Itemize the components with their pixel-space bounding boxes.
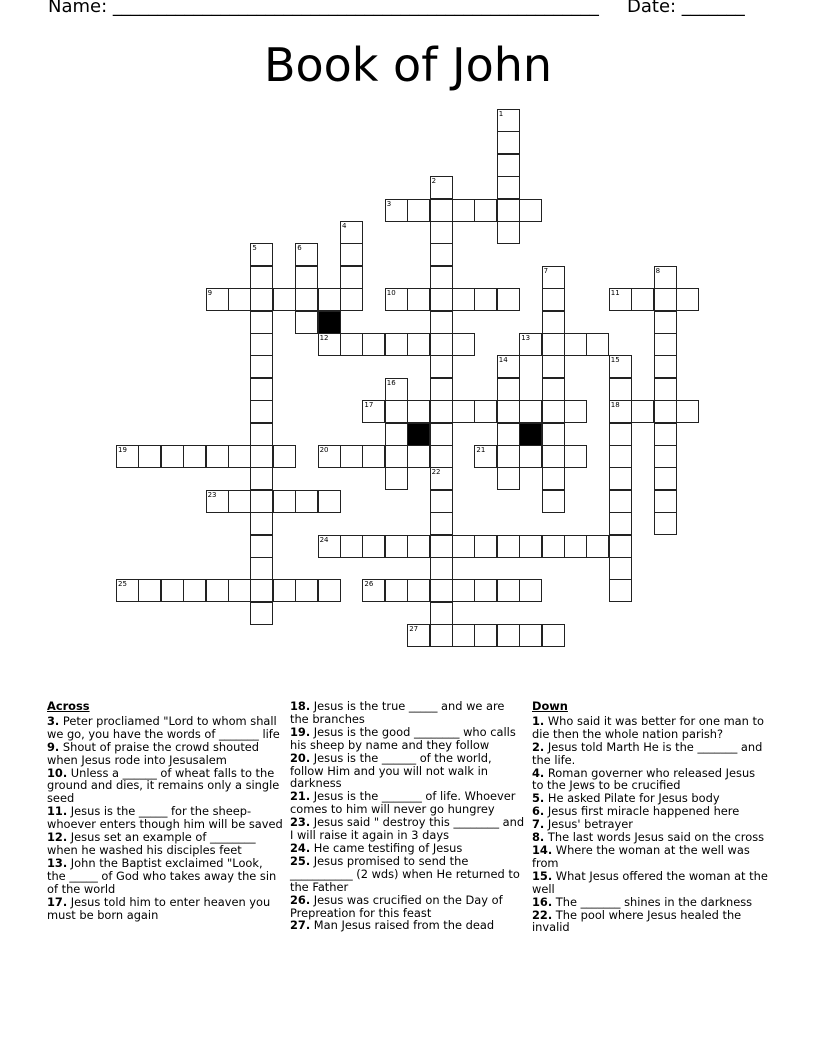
clue-number: 12 <box>319 334 329 342</box>
clue-item <box>290 726 526 752</box>
clue-item <box>532 715 768 741</box>
crossword-cell[interactable] <box>385 579 408 602</box>
crossword-cell[interactable] <box>228 445 251 468</box>
clue-number-label: 12. <box>47 830 68 845</box>
crossword-cell[interactable] <box>542 355 565 378</box>
clue-text: Jesus is the _______ of life. Whoever comes to him will never go hungrey <box>290 789 516 817</box>
crossword-cell[interactable] <box>497 176 520 199</box>
crossword-cell[interactable] <box>407 624 430 647</box>
crossword-cell[interactable] <box>430 557 453 580</box>
crossword-cell[interactable] <box>318 579 341 602</box>
crossword-cell[interactable] <box>407 400 430 423</box>
across-clues <box>47 700 283 921</box>
crossword-cell[interactable] <box>497 154 520 177</box>
crossword-cell[interactable] <box>138 579 161 602</box>
crossword-cell[interactable] <box>183 445 206 468</box>
clue-number-label: 11. <box>47 804 68 819</box>
clue-text: Peter procliamed "Lord to whom shall we go, you have the words of _______ life <box>47 713 280 741</box>
clue-number-label: 2. <box>532 739 545 754</box>
crossword-cell[interactable] <box>385 333 408 356</box>
crossword-cell[interactable] <box>430 311 453 334</box>
crossword-cell[interactable] <box>564 400 587 423</box>
clue-item <box>290 855 526 894</box>
crossword-cell[interactable] <box>497 199 520 222</box>
clue-number-label: 25. <box>290 853 311 868</box>
clue-number: 11 <box>610 289 620 298</box>
crossword-cell[interactable] <box>497 579 520 602</box>
crossword-cell[interactable] <box>250 266 273 289</box>
clue-item <box>290 919 526 932</box>
across-heading: Across <box>47 699 90 713</box>
crossword-cell[interactable] <box>250 557 273 580</box>
crossword-cell[interactable] <box>654 355 677 378</box>
clue-number-label: 24. <box>290 840 311 855</box>
crossword-cell[interactable] <box>542 288 565 311</box>
clue-number: 24 <box>319 535 329 544</box>
clue-text: Roman governer who released Jesus to the Jews to be crucified <box>532 765 756 793</box>
crossword-cell[interactable] <box>519 199 542 222</box>
crossword-cell[interactable] <box>474 288 497 311</box>
crossword-cell[interactable] <box>250 512 273 535</box>
clue-number: 25 <box>118 580 127 589</box>
down-clues <box>532 700 768 934</box>
crossword-cell[interactable] <box>452 535 475 558</box>
clue-item <box>532 741 768 767</box>
clue-item <box>290 752 526 791</box>
clue-text: Unless a ______ of wheat falls to the ground and dies, it remains only a single seed <box>47 765 280 806</box>
clue-number: 21 <box>476 446 486 454</box>
clue-number-label: 1. <box>532 713 545 728</box>
crossword-cell[interactable] <box>385 199 408 222</box>
clue-number: 8 <box>655 266 661 275</box>
crossword-cell[interactable] <box>609 579 632 602</box>
clue-number-label: 27. <box>290 918 311 933</box>
clue-number: 7 <box>543 266 549 275</box>
crossword-cell[interactable] <box>519 624 542 647</box>
crossword-cell[interactable] <box>609 535 632 558</box>
clue-number: 26 <box>364 580 374 589</box>
crossword-cell[interactable] <box>340 266 363 289</box>
crossword-cell[interactable] <box>430 624 453 647</box>
crossword-cell[interactable] <box>161 579 184 602</box>
crossword-cell[interactable] <box>362 535 385 558</box>
crossword-cell[interactable] <box>474 199 497 222</box>
crossword-cell[interactable] <box>430 445 453 468</box>
crossword-cell[interactable] <box>452 400 475 423</box>
crossword-cell[interactable] <box>116 445 139 468</box>
crossword-cell[interactable] <box>407 199 430 222</box>
crossword-cell[interactable] <box>654 288 677 311</box>
clue-number: 19 <box>118 446 127 454</box>
crossword-cell[interactable] <box>430 333 453 356</box>
crossword-cell[interactable] <box>609 378 632 401</box>
crossword-cell[interactable] <box>407 333 430 356</box>
clue-text: Jesus promised to send the ___________ (2 wds) when He returned to the Father <box>290 853 520 894</box>
clue-text: The pool where Jesus healed the invalid <box>532 907 742 935</box>
clue-text: Jesus is the _____ for the sheep-whoever enters though him will be saved <box>47 804 283 832</box>
crossword-cell[interactable] <box>497 445 520 468</box>
crossword-cell[interactable] <box>430 243 453 266</box>
crossword-cell[interactable] <box>654 311 677 334</box>
crossword-cell[interactable] <box>542 266 565 289</box>
crossword-cell[interactable] <box>542 378 565 401</box>
clue-text: Who said it was better for one man to die then the whole nation parish? <box>532 713 764 741</box>
crossword-cell[interactable] <box>542 333 565 356</box>
clue-number: 22 <box>431 468 441 477</box>
crossword-cell[interactable] <box>497 288 520 311</box>
crossword-cell[interactable] <box>676 288 699 311</box>
crossword-cell[interactable] <box>430 512 453 535</box>
crossword-cell[interactable] <box>430 288 453 311</box>
crossword-cell[interactable] <box>385 378 408 401</box>
clue-number-label: 17. <box>47 894 68 909</box>
clue-number-label: 21. <box>290 789 311 804</box>
clue-number: 2 <box>431 177 437 186</box>
crossword-cell[interactable] <box>430 535 453 558</box>
crossword-cell[interactable] <box>564 535 587 558</box>
crossword-cell[interactable] <box>497 467 520 490</box>
crossword-cell[interactable] <box>519 333 542 356</box>
crossword-cell[interactable] <box>206 445 229 468</box>
clue-number-label: 9. <box>47 739 60 754</box>
crossword-cell[interactable] <box>609 288 632 311</box>
clue-number: 4 <box>342 222 347 230</box>
clue-number: 13 <box>521 334 531 342</box>
clue-text: The last words Jesus said on the cross <box>544 830 765 845</box>
clue-item <box>47 767 283 806</box>
name-label: Name: ______________________________________________________ <box>48 0 599 17</box>
clue-item <box>290 700 526 726</box>
crossword-cell[interactable] <box>340 445 363 468</box>
clue-number-label: 23. <box>290 815 311 830</box>
crossword-cell[interactable] <box>250 602 273 625</box>
clue-item <box>47 805 283 831</box>
clue-item <box>532 844 768 870</box>
clue-number: 20 <box>319 446 329 454</box>
clue-text: Jesus is the true _____ and we are the branches <box>290 699 505 726</box>
clue-number-label: 18. <box>290 699 311 713</box>
clue-number-label: 14. <box>532 842 553 857</box>
clue-number-label: 13. <box>47 855 68 870</box>
crossword-cell[interactable] <box>519 535 542 558</box>
crossword-cell[interactable] <box>385 423 408 446</box>
crossword-cell[interactable] <box>654 423 677 446</box>
clue-text: Jesus is the ______ of the world, follow Him and you will not walk in darkness <box>290 750 492 791</box>
crossword-cell[interactable] <box>340 243 363 266</box>
crossword-cell[interactable] <box>474 579 497 602</box>
clue-text: The _______ shines in the darkness <box>552 894 753 909</box>
crossword-cell[interactable] <box>497 221 520 244</box>
clue-number-label: 19. <box>290 724 311 739</box>
page-title: Book of John <box>263 38 553 92</box>
crossword-cell[interactable] <box>250 400 273 423</box>
crossword-cell[interactable] <box>542 445 565 468</box>
crossword-cell[interactable] <box>362 579 385 602</box>
crossword-cell[interactable] <box>385 445 408 468</box>
clue-number-label: 8. <box>532 830 545 845</box>
crossword-cell[interactable] <box>474 535 497 558</box>
crossword-cell[interactable] <box>654 378 677 401</box>
crossword-cell[interactable] <box>206 490 229 513</box>
clue-number: 3 <box>386 199 392 208</box>
crossword-cell[interactable] <box>497 378 520 401</box>
crossword-cell[interactable] <box>430 400 453 423</box>
clue-number-label: 15. <box>532 868 553 883</box>
crossword-cell[interactable] <box>497 535 520 558</box>
crossword-cell[interactable] <box>654 445 677 468</box>
crossword-cell[interactable] <box>497 131 520 154</box>
crossword-cell[interactable] <box>318 490 341 513</box>
crossword-cell[interactable] <box>116 579 139 602</box>
crossword-cell[interactable] <box>474 400 497 423</box>
date-label: Date: _______ <box>627 0 745 17</box>
clue-text: Man Jesus raised from the dead <box>310 918 495 933</box>
crossword-cell[interactable] <box>564 445 587 468</box>
clue-item <box>47 896 283 922</box>
crossword-cell[interactable] <box>474 624 497 647</box>
clue-text: Shout of praise the crowd shouted when Jesus rode into Jesusalem <box>47 739 260 767</box>
crossword-cell[interactable] <box>206 288 229 311</box>
crossword-cell[interactable] <box>542 467 565 490</box>
crossword-cell[interactable] <box>250 378 273 401</box>
clue-item <box>290 894 526 920</box>
crossword-cell[interactable] <box>318 333 341 356</box>
crossword-cell[interactable] <box>295 311 318 334</box>
down-heading: Down <box>532 699 568 713</box>
clue-item <box>532 767 768 793</box>
clue-text: Jesus told him to enter heaven you must be born again <box>47 894 271 922</box>
crossword-cell[interactable] <box>676 400 699 423</box>
clue-number: 15 <box>610 356 620 365</box>
crossword-cell[interactable] <box>542 423 565 446</box>
crossword-cell[interactable] <box>250 445 273 468</box>
crossword-cell[interactable] <box>385 288 408 311</box>
across-clues-continued <box>290 700 526 932</box>
crossword-cell[interactable] <box>654 467 677 490</box>
clue-item <box>290 790 526 816</box>
crossword-cell[interactable] <box>654 400 677 423</box>
clue-item <box>47 741 283 767</box>
crossword-cell[interactable] <box>250 535 273 558</box>
crossword-cell[interactable] <box>452 333 475 356</box>
crossword-cell[interactable] <box>340 221 363 244</box>
crossword-cell[interactable] <box>295 288 318 311</box>
crossword-cell[interactable] <box>609 445 632 468</box>
crossword-cell[interactable] <box>430 467 453 490</box>
crossword-cell[interactable] <box>430 378 453 401</box>
crossword-cell[interactable] <box>542 490 565 513</box>
clue-item <box>47 831 283 857</box>
crossword-cell[interactable] <box>519 445 542 468</box>
crossword-cell[interactable] <box>161 445 184 468</box>
crossword-cell[interactable] <box>654 512 677 535</box>
crossword-cell[interactable] <box>385 535 408 558</box>
clue-number: 14 <box>498 356 508 365</box>
clue-number: 1 <box>498 110 504 118</box>
crossword-cell[interactable] <box>497 400 520 423</box>
crossword-cell[interactable] <box>609 400 632 423</box>
clue-item <box>532 909 768 935</box>
clue-number-label: 3. <box>47 713 60 728</box>
crossword-cell[interactable] <box>609 423 632 446</box>
crossword-cell[interactable] <box>340 288 363 311</box>
black-square <box>318 311 341 334</box>
crossword-cell[interactable] <box>564 333 587 356</box>
crossword-cell[interactable] <box>452 288 475 311</box>
clue-item <box>290 816 526 842</box>
crossword-cell[interactable] <box>250 579 273 602</box>
crossword-cell[interactable] <box>497 109 520 132</box>
crossword-cell[interactable] <box>362 400 385 423</box>
crossword-cell[interactable] <box>250 311 273 334</box>
crossword-cell[interactable] <box>273 579 296 602</box>
crossword-cell[interactable] <box>273 445 296 468</box>
crossword-cell[interactable] <box>228 490 251 513</box>
clue-text: John the Baptist exclaimed "Look, the _____ of God who takes away the sin of the world <box>47 855 277 896</box>
crossword-cell[interactable] <box>609 355 632 378</box>
crossword-cell[interactable] <box>497 355 520 378</box>
crossword-cell[interactable] <box>340 535 363 558</box>
black-square <box>407 423 430 446</box>
clue-text: He asked Pilate for Jesus body <box>544 791 720 806</box>
clue-number-label: 6. <box>532 804 545 819</box>
clue-number-label: 4. <box>532 765 545 780</box>
clue-number: 27 <box>409 625 419 634</box>
crossword-cell[interactable] <box>295 490 318 513</box>
crossword-cell[interactable] <box>497 423 520 446</box>
clue-text: Jesus set an example of ________ when he washed his disciples feet <box>47 830 256 857</box>
clue-text: Where the woman at the well was from <box>532 842 750 870</box>
clue-text: Jesus was crucified on the Day of Prepreation for this feast <box>290 892 503 920</box>
crossword-cell[interactable] <box>250 243 273 266</box>
crossword-cell[interactable] <box>542 400 565 423</box>
clue-item <box>47 857 283 896</box>
crossword-cell[interactable] <box>407 288 430 311</box>
crossword-cell[interactable] <box>250 355 273 378</box>
crossword-cell[interactable] <box>250 423 273 446</box>
crossword-cell[interactable] <box>430 579 453 602</box>
black-square <box>519 423 542 446</box>
crossword-cell[interactable] <box>250 333 273 356</box>
crossword-cell[interactable] <box>273 288 296 311</box>
clue-item <box>47 715 283 741</box>
clue-number-label: 5. <box>532 791 545 806</box>
crossword-cell[interactable] <box>250 490 273 513</box>
crossword-cell[interactable] <box>362 333 385 356</box>
crossword-cell[interactable] <box>609 557 632 580</box>
clue-text: What Jesus offered the woman at the well <box>532 868 768 896</box>
crossword-cell[interactable] <box>430 602 453 625</box>
clue-text: He came testifing of Jesus <box>310 840 463 855</box>
clue-number: 17 <box>364 401 374 410</box>
crossword-cell[interactable] <box>340 333 363 356</box>
clue-number-label: 7. <box>532 817 545 832</box>
crossword-cell[interactable] <box>586 535 609 558</box>
crossword-cell[interactable] <box>295 579 318 602</box>
crossword-cell[interactable] <box>407 535 430 558</box>
crossword-cell[interactable] <box>407 579 430 602</box>
crossword-cell[interactable] <box>362 445 385 468</box>
clue-text: Jesus is the good ________ who calls his sheep by name and they follow <box>290 724 516 752</box>
clue-number: 18 <box>610 401 620 410</box>
crossword-cell[interactable] <box>631 288 654 311</box>
crossword-cell[interactable] <box>318 535 341 558</box>
crossword-cell[interactable] <box>295 243 318 266</box>
crossword-cell[interactable] <box>542 624 565 647</box>
crossword-cell[interactable] <box>430 176 453 199</box>
crossword-cell[interactable] <box>654 266 677 289</box>
clue-text: Jesus said " destroy this ________ and I will raise it again in 3 days <box>290 815 525 843</box>
clue-text: Jesus first miracle happened here <box>544 804 740 819</box>
crossword-cell[interactable] <box>654 333 677 356</box>
clue-number: 9 <box>207 289 213 298</box>
crossword-cell[interactable] <box>452 579 475 602</box>
crossword-cell[interactable] <box>430 423 453 446</box>
clue-number-label: 16. <box>532 894 553 909</box>
crossword-cell[interactable] <box>295 266 318 289</box>
crossword-cell[interactable] <box>228 288 251 311</box>
clue-number: 23 <box>207 490 217 499</box>
crossword-cell[interactable] <box>430 490 453 513</box>
crossword-cell[interactable] <box>609 490 632 513</box>
crossword-cell[interactable] <box>318 445 341 468</box>
crossword-cell[interactable] <box>609 467 632 490</box>
crossword-cell[interactable] <box>474 445 497 468</box>
clue-item <box>532 870 768 896</box>
crossword-cell[interactable] <box>183 579 206 602</box>
crossword-cell[interactable] <box>250 288 273 311</box>
crossword-cell[interactable] <box>430 266 453 289</box>
crossword-cell[interactable] <box>609 512 632 535</box>
clue-text: Jesus' betrayer <box>544 817 633 832</box>
crossword-cell[interactable] <box>452 624 475 647</box>
clue-number: 16 <box>386 378 396 387</box>
crossword-cell[interactable] <box>138 445 161 468</box>
crossword-cell[interactable] <box>519 579 542 602</box>
crossword-cell[interactable] <box>497 624 520 647</box>
clue-number-label: 20. <box>290 750 311 765</box>
crossword-cell[interactable] <box>586 333 609 356</box>
crossword-cell[interactable] <box>385 467 408 490</box>
clue-number: 6 <box>297 244 302 253</box>
crossword-cell[interactable] <box>452 199 475 222</box>
crossword-cell[interactable] <box>519 400 542 423</box>
crossword-cell[interactable] <box>430 199 453 222</box>
crossword-cell[interactable] <box>206 579 229 602</box>
clue-text: Jesus told Marth He is the _______ and the life. <box>532 739 763 767</box>
crossword-cell[interactable] <box>273 490 296 513</box>
crossword-cell[interactable] <box>542 311 565 334</box>
crossword-cell[interactable] <box>407 445 430 468</box>
clue-number-label: 26. <box>290 892 311 907</box>
clue-number-label: 22. <box>532 907 553 922</box>
clue-number: 5 <box>252 244 257 253</box>
crossword-cell[interactable] <box>318 288 341 311</box>
crossword-cell[interactable] <box>385 400 408 423</box>
crossword-cell[interactable] <box>631 400 654 423</box>
crossword-cell[interactable] <box>430 221 453 244</box>
crossword-cell[interactable] <box>430 355 453 378</box>
crossword-cell[interactable] <box>228 579 251 602</box>
clue-number: 10 <box>386 289 396 298</box>
crossword-cell[interactable] <box>542 535 565 558</box>
crossword-cell[interactable] <box>654 490 677 513</box>
crossword-cell[interactable] <box>250 467 273 490</box>
clue-number-label: 10. <box>47 765 68 780</box>
